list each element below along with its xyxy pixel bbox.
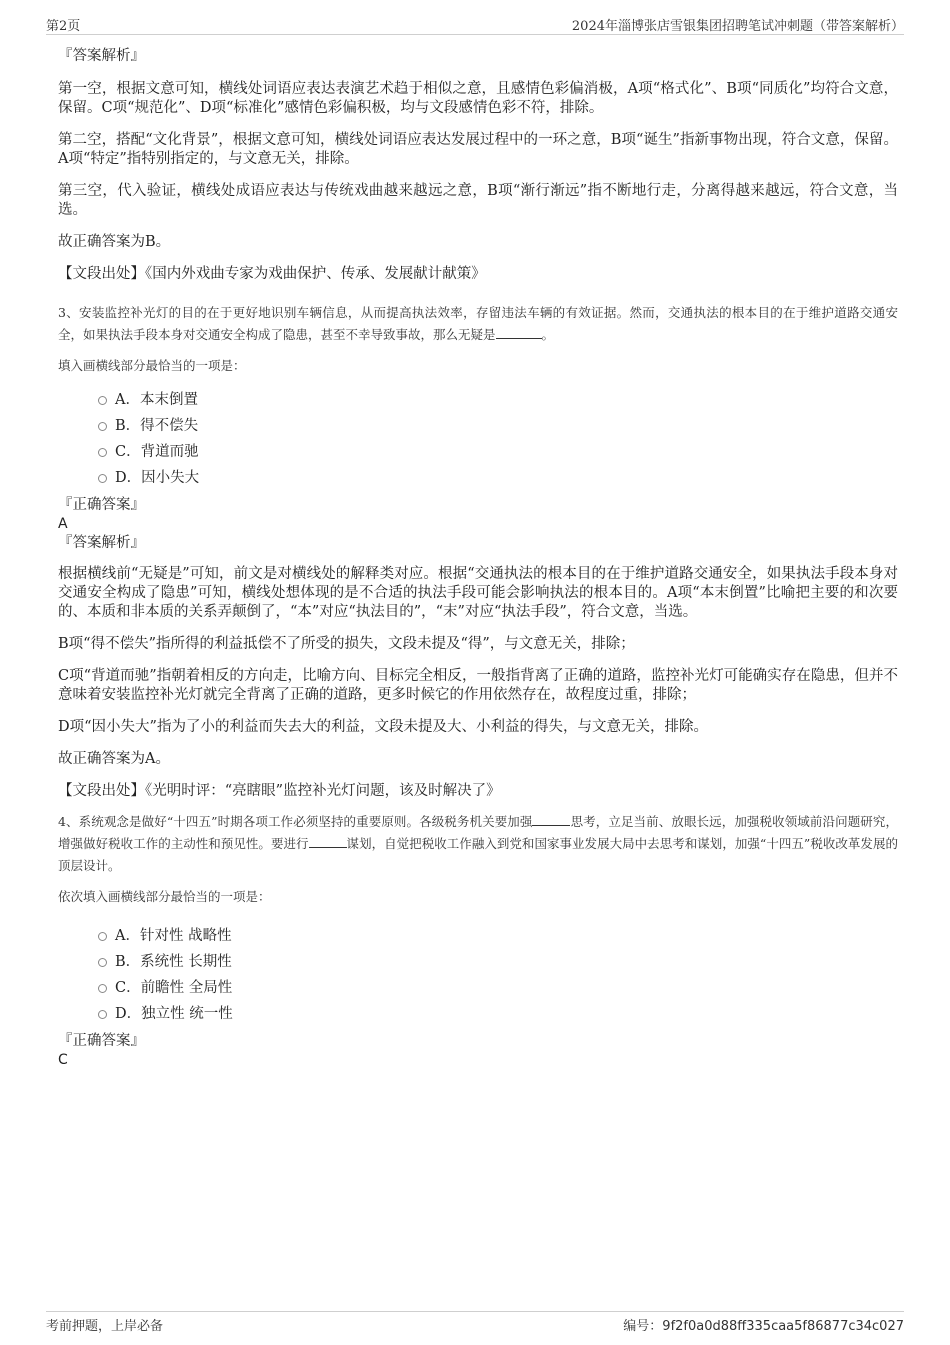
option-a[interactable]: A．针对性 战略性 (58, 923, 898, 949)
document-code: 编号：9f2f0a0d88ff335caa5f86877c34c027 (623, 1319, 904, 1334)
radio-button[interactable] (98, 932, 107, 941)
option-d[interactable]: D．独立性 统一性 (58, 1001, 898, 1027)
page-header (46, 14, 904, 35)
analysis-label: 『答案解析』 (58, 535, 145, 551)
question-4 (58, 811, 898, 1069)
analysis-paragraph: C项“背道而驰”指朝着相反的方向走，比喻方向、目标完全相反，一般指背离了正确的道路，监控补光灯可能确实存在隐患，但并不意味着安装监控补光灯就完全背离了正确的道路，更多时候它的作用依然存在，故程度过重，排除； (58, 668, 898, 703)
question-prompt: 填入画横线部分最恰当的一项是： (58, 358, 246, 373)
correct-answer-label: 『正确答案』 (58, 1033, 145, 1049)
fill-blank (309, 834, 347, 848)
correct-answer: C (58, 1052, 68, 1068)
question-3 (58, 302, 898, 801)
page-content (58, 46, 898, 1069)
question-prompt: 依次填入画横线部分最恰当的一项是： (58, 889, 271, 904)
correct-answer-label: 『正确答案』 (58, 497, 145, 513)
radio-button[interactable] (98, 474, 107, 483)
analysis-paragraph: 根据横线前“无疑是”可知，前文是对横线处的解释类对应。根据“交通执法的根本目的在于维护道路交通安全，如果执法手段本身对交通安全构成了隐患”可知，横线处想体现的是不合适的执法手段可能会影响执法的根本目的。A项“本末倒置”比喻把主要的和次要的、本质和非本质的关系弄颠倒了，“本”对应“执法目的”，“末”对应“执法手段”，符合文意，当选。 (58, 566, 898, 620)
option-b[interactable]: B．得不偿失 (58, 413, 898, 439)
footer-slogan: 考前押题，上岸必备 (46, 1319, 164, 1334)
radio-button[interactable] (98, 448, 107, 457)
analysis-conclusion: 故正确答案为A。 (58, 751, 170, 767)
analysis-conclusion: 故正确答案为B。 (58, 234, 171, 250)
analysis-paragraph: 第一空，根据文意可知，横线处词语应表达表演艺术趋于相似之意，且感情色彩偏消极，A项“格式化”、B项“同质化”均符合文意，保留。C项“规范化”、D项“标准化”感情色彩偏积极，均与文段感情色彩不符，排除。 (58, 81, 898, 116)
analysis-label: 『答案解析』 (58, 48, 145, 64)
option-c[interactable]: C．前瞻性 全局性 (58, 975, 898, 1001)
option-c[interactable]: C．背道而驰 (58, 439, 898, 465)
correct-answer: A (58, 516, 68, 532)
option-list (58, 923, 898, 1027)
fill-blank (496, 325, 542, 339)
option-d[interactable]: D．因小失大 (58, 465, 898, 491)
document-title: 2024年淄博张店雪银集团招聘笔试冲刺题（带答案解析） (571, 19, 904, 34)
option-a[interactable]: A．本末倒置 (58, 387, 898, 413)
source-citation: 【文段出处】《国内外戏曲专家为戏曲保护、传承、发展献计献策》 (58, 266, 486, 282)
page-footer (46, 1311, 904, 1336)
analysis-paragraph: 第二空，搭配“文化背景”，根据文意可知，横线处词语应表达发展过程中的一环之意，B项“诞生”指新事物出现，符合文意，保留。A项“特定”指特别指定的，与文意无关，排除。 (58, 132, 898, 167)
option-list (58, 387, 898, 491)
radio-button[interactable] (98, 958, 107, 967)
fill-blank (532, 812, 570, 826)
question-stem: 3、安装监控补光灯的目的在于更好地识别车辆信息，从而提高执法效率，存留违法车辆的有效证据。然而，交通执法的根本目的在于维护道路交通安全，如果执法手段本身对交通安全构成了隐患，甚至不幸导致事故，那么无疑是 。 (58, 305, 898, 342)
radio-button[interactable] (98, 396, 107, 405)
option-b[interactable]: B．系统性 长期性 (58, 949, 898, 975)
analysis-paragraph: D项“因小失大”指为了小的利益而失去大的利益，文段未提及大、小利益的得失，与文意无关，排除。 (58, 719, 708, 735)
analysis-paragraph: B项“得不偿失”指所得的利益抵偿不了所受的损失，文段未提及“得”，与文意无关，排除； (58, 636, 635, 652)
prev-analysis-section (58, 46, 898, 284)
analysis-paragraph: 第三空，代入验证，横线处成语应表达与传统戏曲越来越远之意，B项“渐行渐远”指不断地行走，分离得越来越远，符合文意，当选。 (58, 183, 898, 218)
radio-button[interactable] (98, 984, 107, 993)
page-number: 第2页 (46, 19, 81, 34)
question-stem: 4、系统观念是做好“十四五”时期各项工作必须坚持的重要原则。各级税务机关要加强 思考，立足当前、放眼长远，加强税收领域前沿问题研究，增强做好税收工作的主动性和预见性。要进行 谋划，自觉把税收工作融入到党和国家事业发展大局中去思考和谋划，加强“十四五”税收改革发展的顶层设计。 (58, 814, 898, 873)
radio-button[interactable] (98, 1010, 107, 1019)
source-citation: 【文段出处】《光明时评：“亮瞎眼”监控补光灯问题，该及时解决了》 (58, 783, 501, 799)
radio-button[interactable] (98, 422, 107, 431)
